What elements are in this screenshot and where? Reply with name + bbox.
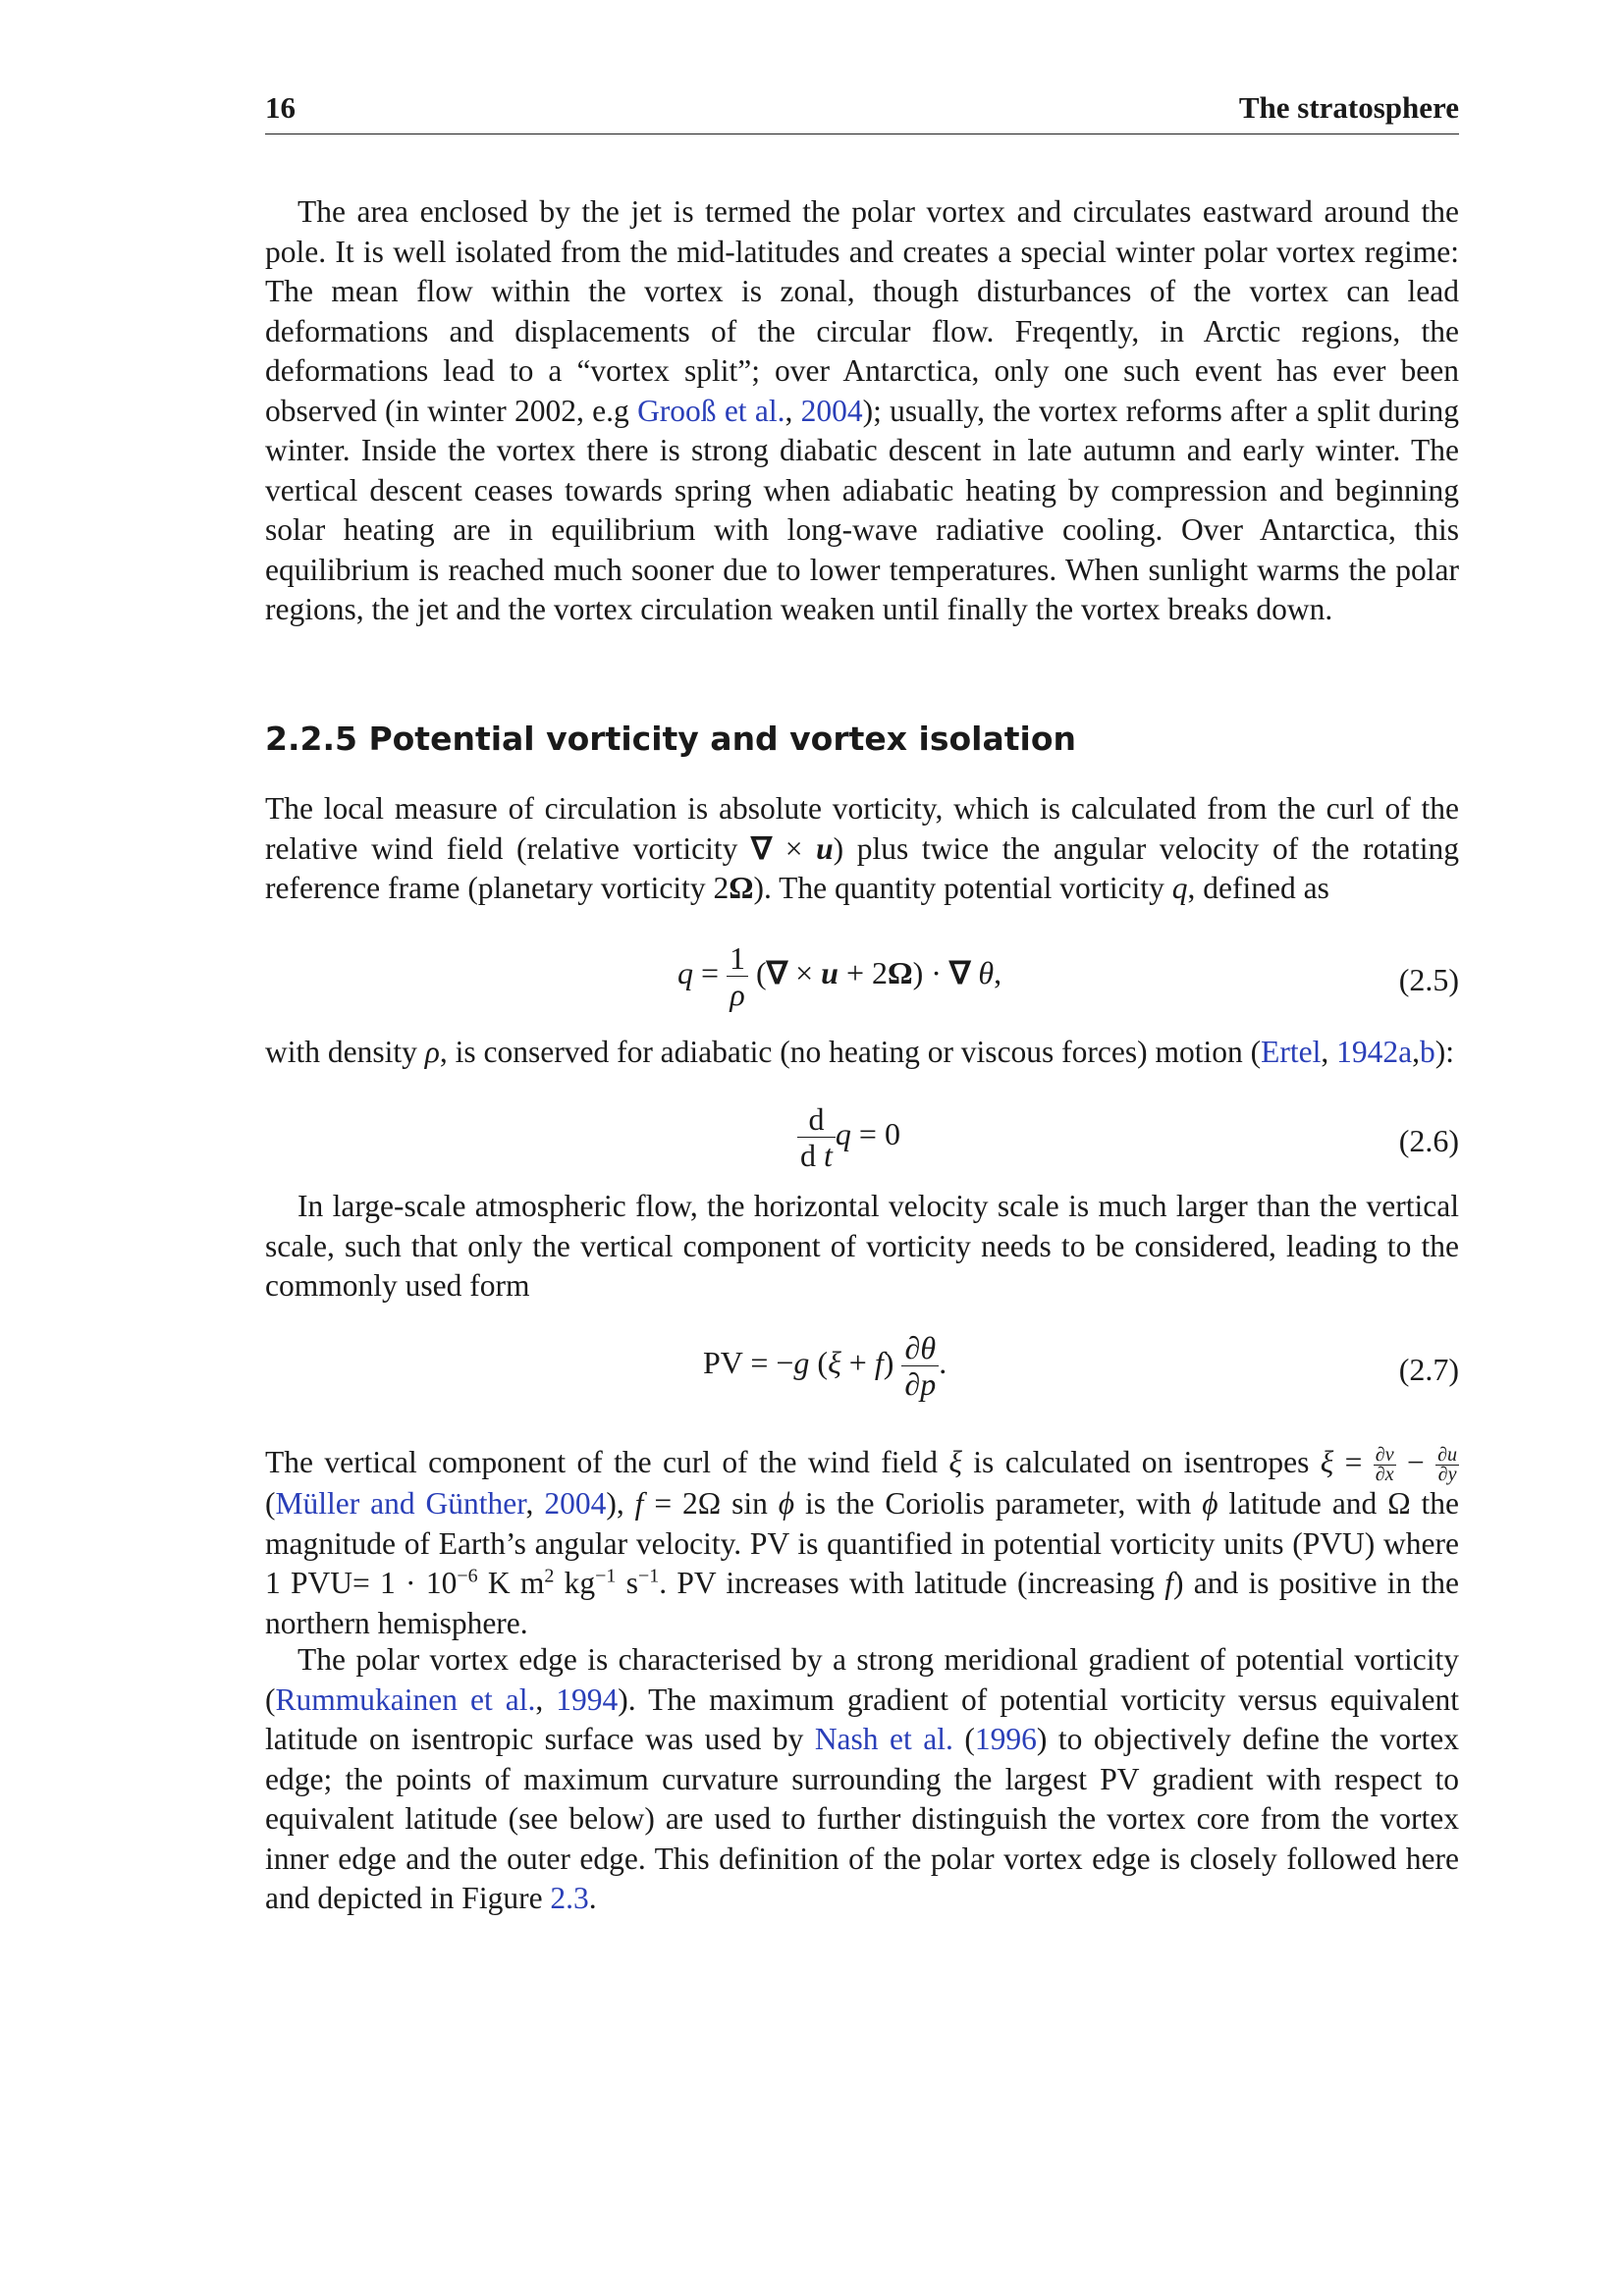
- equation-2-6-body: $\frac{d}{\text{d t}}$ q = 0: [797, 1101, 900, 1173]
- citation-grooss-author[interactable]: Grooß et al.: [637, 393, 785, 428]
- equation-2-6: [265, 1101, 1459, 1186]
- citation-rummukainen-year[interactable]: 1994: [556, 1682, 619, 1717]
- citation-muller-year[interactable]: 2004: [544, 1486, 607, 1522]
- page-number: 16: [265, 90, 296, 125]
- paragraph-vortex-edge: The polar vortex edge is characterised by a strong meridional gradient of potential vorticity (Rummukainen et al., 1994). The maximum gradient of potential vorticity versus equivalent latitude on isentropic surface was used by Nash et al. (1996) to objectively define the vortex edge; the points of maximum curvature surrounding the largest PV gradient with respect to equivalent latitude (see below) are used to further distinguish the vortex core from the vortex inner edge and the outer edge. This definition of the polar vortex edge is closely followed here and depicted in Figure 2.3.: [265, 1642, 1459, 1915]
- paragraph-vertical-component: The vertical component of the curl of the wind field ξ is calculated on isentropes ξ = $\frac{\partial v}{\partial x}$ − $\frac{\partial u}{\partial y}$ (Müller and Günther, 2004), f = 2Ω sin ϕ is the Coriolis parameter, with ϕ latitude and Ω the magnitude of Earth’s angular velocity. PV is quantified in potential vorticity units (PVU) where 1 $PVU= 1 \cdot 10^{-6}$ K $m^2$ $kg^{-1}$ $s^{-1}$. PV increases with latitude (increasing f) and is positive in the northern hemisphere.: [265, 1444, 1460, 1640]
- equation-2-7: [265, 1330, 1459, 1418]
- equation-2-5-body: q = $\frac{1}{\rho}$ (∇ × u + 2Ω) · ∇ θ,: [677, 940, 1002, 1012]
- citation-nash-author[interactable]: Nash et al.: [814, 1722, 953, 1756]
- equation-2-7-number: (2.7): [1398, 1352, 1459, 1387]
- chapter-title: The stratosphere: [1238, 90, 1459, 125]
- citation-ertel-author[interactable]: Ertel: [1261, 1035, 1322, 1069]
- citation-ertel-year-b[interactable]: b: [1419, 1035, 1435, 1069]
- figure-reference[interactable]: 2.3: [550, 1881, 589, 1915]
- equation-2-6-number: (2.6): [1398, 1123, 1459, 1158]
- paragraph-large-scale-flow: In large-scale atmospheric flow, the horizontal velocity scale is much larger than the vertical scale, such that only the vertical component of vorticity needs to be considered, leading to the commonly used form: [265, 1189, 1459, 1303]
- paragraph-polar-vortex: The area enclosed by the jet is termed the polar vortex and circulates eastward around the pole. It is well isolated from the mid-latitudes and creates a special winter polar vortex regime: The mean flow within the vortex is zonal, though disturbances of the vortex can lead deformations and displacements of the circular flow. Freqently, in Arctic regions, the deformations lead to a “vortex split”; over Antarctica, only one such event has ever been observed (in winter 2002, e.g Grooß et al., 2004); usually, the vortex reforms after a split during winter. Inside the vortex there is strong diabatic descent in late autumn and early winter. The vertical descent ceases towards spring when adiabatic heating by compression and beginning solar heating are in equilibrium with long-wave radiative cooling. Over Antarctica, this equilibrium is reached much sooner due to lower temperatures. When sunlight warms the polar regions, the jet and the vortex circulation weaken until finally the vortex breaks down.: [265, 194, 1459, 626]
- citation-nash-year[interactable]: 1996: [974, 1722, 1037, 1756]
- running-header: [265, 90, 1459, 134]
- equation-2-7-body: PV = −g (ξ + f) $\frac{\partial\theta}{\partial p}$ .: [703, 1330, 947, 1402]
- citation-ertel-year-a[interactable]: 1942a: [1336, 1035, 1413, 1069]
- equation-2-5: [265, 940, 1459, 1025]
- equation-2-5-number: (2.5): [1398, 962, 1459, 997]
- citation-muller-author[interactable]: Müller and Günther: [275, 1486, 526, 1522]
- section-heading: 2.2.5 Potential vorticity and vortex isolation: [265, 720, 1077, 758]
- paragraph-absolute-vorticity: The local measure of circulation is absolute vorticity, which is calculated from the curl of the relative wind field (relative vorticity ∇ × u) plus twice the angular velocity of the rotating reference frame (planetary vorticity 2Ω). The quantity potential vorticity q, defined as: [265, 791, 1459, 905]
- citation-rummukainen-author[interactable]: Rummukainen et al.: [275, 1682, 536, 1717]
- paragraph-ertel: with density ρ, is conserved for adiabatic (no heating or viscous forces) motion (Ertel, 1942a,b):: [265, 1035, 1454, 1069]
- citation-grooss-year[interactable]: 2004: [800, 393, 863, 428]
